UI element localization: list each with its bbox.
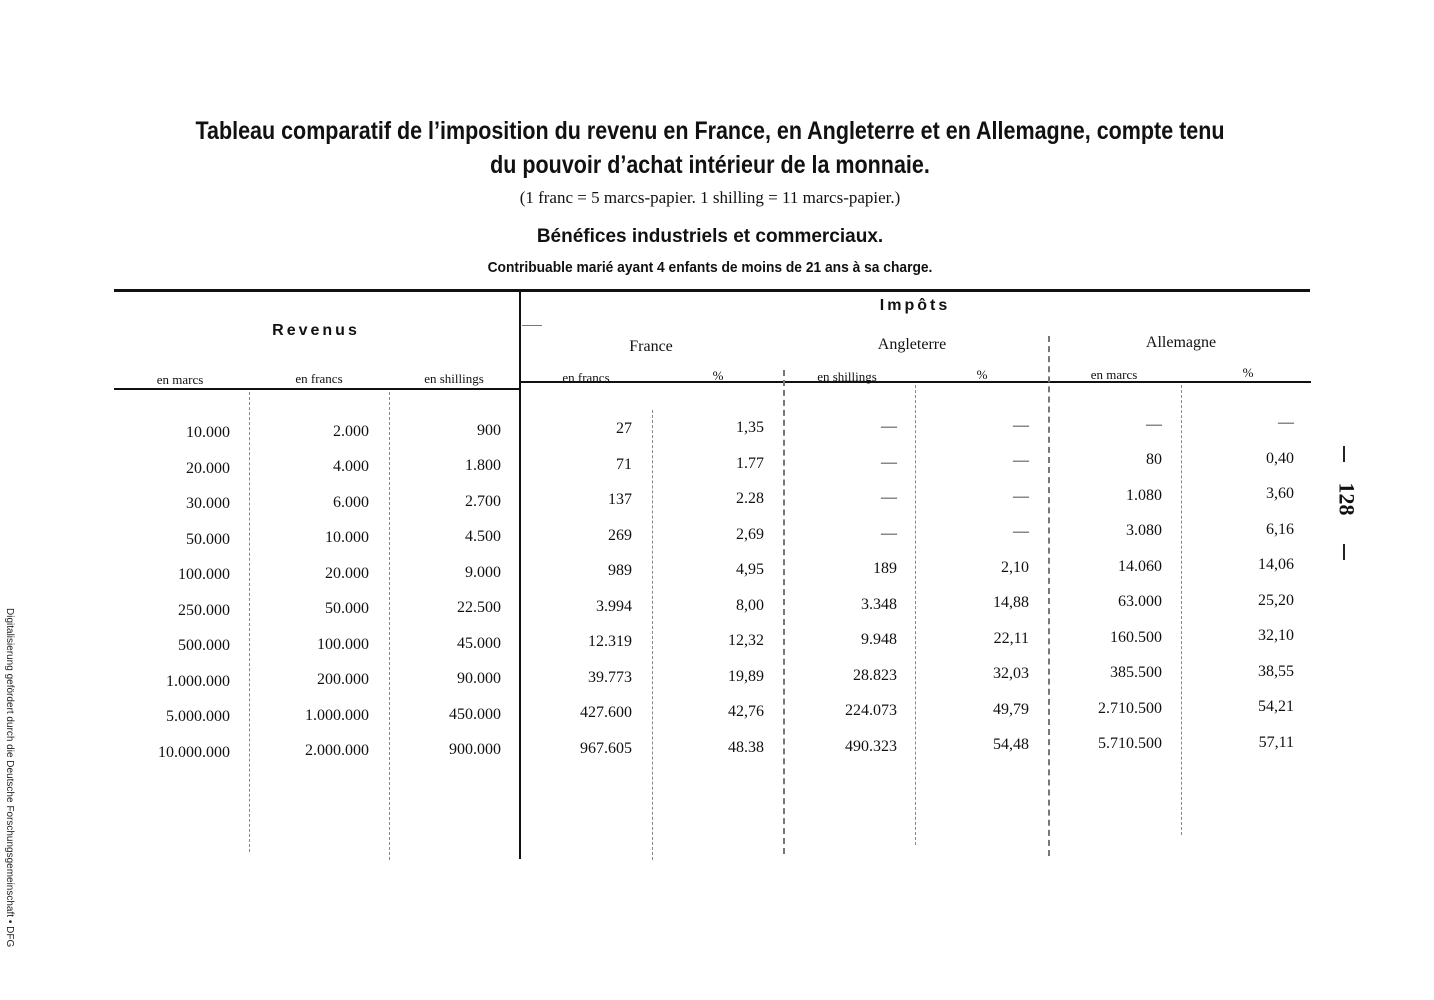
- table-cell: 100.000: [317, 635, 369, 653]
- subheader: %: [712, 368, 724, 383]
- table-cell: 38,55: [1258, 662, 1294, 680]
- table-cell: 90.000: [457, 670, 501, 688]
- table-cell: 6,16: [1266, 520, 1294, 538]
- table-cell: 1.080: [1126, 486, 1162, 504]
- table-cell: 39.773: [588, 668, 632, 686]
- table-cell: 900: [477, 421, 501, 439]
- table-cell: —: [881, 418, 897, 435]
- taxpayer-note: Contribuable marié ayant 4 enfants de moins de 21 ans à sa charge.: [487, 259, 933, 276]
- table-cell: 2.28: [736, 490, 764, 508]
- table-cell: 1.000.000: [305, 706, 369, 724]
- table-cell: 2,69: [736, 525, 764, 543]
- table-cell: 32,03: [993, 665, 1029, 683]
- table-cell-income: 1.000.000: [166, 672, 230, 690]
- table-cell: 224.073: [845, 702, 897, 719]
- table-cell: 2,10: [1001, 558, 1029, 576]
- section-heading: Bénéfices industriels et commerciaux.: [536, 226, 884, 247]
- table-cell: 2.710.500: [1098, 699, 1162, 717]
- header-bottom-rule: [114, 388, 520, 390]
- subheader: %: [1242, 365, 1254, 380]
- table-cell-income: 50.000: [186, 530, 230, 548]
- table-cell: 6.000: [333, 493, 369, 511]
- table-cell: —: [881, 524, 897, 542]
- table-cell: 989: [608, 562, 632, 580]
- table-cell: 2.000: [333, 422, 369, 440]
- table-cell: 14.060: [1118, 557, 1162, 575]
- subheader: en shillings: [424, 371, 484, 386]
- table-cell: 54,48: [993, 736, 1029, 754]
- table-cell: 10.000: [325, 529, 369, 547]
- table-cell: 27: [616, 420, 632, 438]
- table-cell: 25,20: [1258, 591, 1294, 609]
- subheader: en marcs: [156, 372, 204, 387]
- table-cell: 3,60: [1266, 485, 1294, 503]
- table-cell: 1,35: [736, 419, 764, 437]
- table-cell: 8,00: [736, 596, 764, 614]
- table-cell: 45.000: [457, 634, 501, 652]
- page-number-dash: [1343, 544, 1345, 560]
- table-cell-income: 250.000: [178, 601, 230, 619]
- table-cell-income: 100.000: [178, 566, 230, 583]
- table-cell: 28.823: [853, 666, 897, 684]
- table-cell: 967.605: [580, 739, 632, 757]
- table-top-rule: [114, 289, 1310, 292]
- table-cell: 490.323: [845, 737, 897, 755]
- table-cell-income: 10.000.000: [158, 743, 230, 761]
- table-cell: 57,11: [1258, 733, 1294, 751]
- table-cell: 0,40: [1266, 449, 1294, 467]
- table-cell-income: 5.000.000: [166, 708, 230, 725]
- subheader: en francs: [295, 371, 343, 386]
- table-cell: 450.000: [449, 705, 501, 723]
- impots-underline: [522, 325, 542, 326]
- table-cell: 269: [608, 526, 632, 544]
- table-cell: 54,21: [1258, 698, 1294, 716]
- table-cell: 427.600: [580, 704, 632, 722]
- table-cell: 20.000: [325, 564, 369, 582]
- table-cell: 1.800: [465, 457, 501, 475]
- page-title: Tableau comparatif de l’imposition du revenu en France, en Angleterre et en Allemagne, compte tenu du pouvoir d’achat intérieur de la monnaie.: [195, 117, 1225, 179]
- subheader: en shillings: [817, 369, 877, 384]
- table-cell: —: [1278, 414, 1294, 432]
- table-cell: 5.710.500: [1098, 735, 1162, 753]
- conversion-note: (1 franc = 5 marcs-papier. 1 shilling = 11 marcs-papier.): [519, 188, 901, 207]
- table-cell: 32,10: [1258, 627, 1294, 645]
- table-cell: —: [1013, 452, 1029, 470]
- header-allemagne: Allemagne: [1145, 334, 1217, 351]
- table-cell: —: [1146, 415, 1162, 433]
- table-cell: 9.000: [465, 563, 501, 581]
- table-cell: 48.38: [728, 738, 764, 756]
- table-cell: 12.319: [588, 633, 632, 651]
- table-cell: —: [881, 489, 897, 506]
- table-cell: 22.500: [457, 599, 501, 617]
- table-cell: 80: [1146, 451, 1162, 469]
- page-number: 128: [1334, 482, 1360, 516]
- table-cell: 42,76: [728, 703, 764, 721]
- table-cell: 200.000: [317, 671, 369, 689]
- table-cell: 49,79: [993, 700, 1029, 718]
- subheader: en francs: [562, 370, 610, 385]
- table-cell: —: [1013, 523, 1029, 541]
- table-cell: 71: [616, 455, 632, 473]
- digitization-credit: Digitalisierung gefördert durch die Deutsche Forschungsgemeinschaft • DFG: [4, 608, 15, 948]
- table-cell: 9.948: [861, 631, 897, 648]
- table-cell: 19,89: [728, 667, 764, 685]
- table-cell: 14,06: [1258, 556, 1294, 574]
- table-cell: 3.348: [861, 595, 897, 613]
- table-cell-income: 30.000: [186, 495, 230, 512]
- subheader: %: [976, 367, 988, 382]
- table-cell: 4.000: [333, 458, 369, 476]
- table-cell: 4,95: [736, 561, 764, 579]
- table-cell-income: 500.000: [178, 637, 230, 654]
- page-number-dash: [1343, 446, 1345, 462]
- table-cell: 4.500: [465, 528, 501, 546]
- table-cell: 2.700: [465, 492, 501, 510]
- header-angleterre: Angleterre: [877, 336, 947, 353]
- table-cell: 12,32: [728, 632, 764, 650]
- table-cell: 900.000: [449, 741, 501, 759]
- table-cell: 160.500: [1110, 628, 1162, 646]
- table-cell: 3.994: [596, 597, 632, 615]
- table-cell: —: [1013, 416, 1029, 434]
- table-cell: 14,88: [993, 594, 1029, 612]
- table-cell: 1.77: [736, 454, 764, 472]
- table-cell-income: 10.000: [186, 424, 230, 441]
- table-cell: —: [881, 453, 897, 471]
- table-cell: 50.000: [325, 600, 369, 618]
- table-cell-income: 20.000: [186, 459, 230, 477]
- table-cell: 3.080: [1126, 522, 1162, 540]
- subheader: en marcs: [1090, 367, 1138, 382]
- table-cell: 22,11: [993, 629, 1029, 647]
- table-cell: 2.000.000: [305, 742, 369, 760]
- header-france: France: [629, 338, 673, 355]
- table-cell: 63.000: [1118, 593, 1162, 611]
- table-cell: 385.500: [1110, 664, 1162, 682]
- table-cell: 137: [608, 491, 632, 509]
- table-cell: 189: [873, 560, 897, 577]
- header-impots: Impôts: [879, 297, 951, 314]
- table-cell: —: [1013, 487, 1029, 505]
- header-revenus: Revenus: [272, 322, 360, 339]
